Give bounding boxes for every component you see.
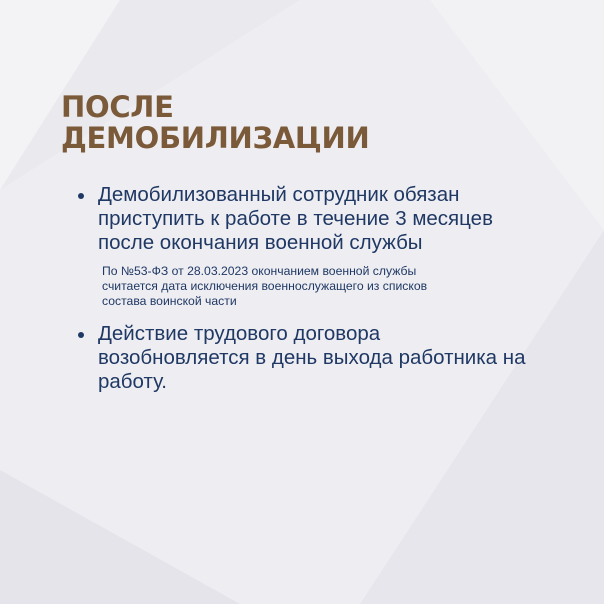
bullet-dot-icon	[78, 332, 84, 338]
bullet-text-2	[98, 322, 568, 394]
footnote-line-2: считается дата исключения военнослужащего из списков	[102, 279, 428, 293]
bullet-dot-icon	[78, 193, 84, 199]
footnote-line-1: По №53-ФЗ от 28.03.2023 окончанием военной службы	[102, 264, 417, 278]
page-title	[61, 92, 369, 154]
bullet-1-line-2: приступить к работе в течение 3 месяцев	[98, 207, 493, 230]
bullet-2-line-3: работу.	[98, 370, 168, 393]
title-line-2: ДЕМОБИЛИЗАЦИИ	[61, 121, 370, 155]
bullet-2-line-2: возобновляется в день выхода работника на	[98, 346, 526, 369]
footnote	[102, 264, 552, 309]
bullet-1-line-3: после окончания военной службы	[98, 231, 423, 254]
title-line-1: ПОСЛЕ	[61, 90, 174, 124]
bullet-2-line-1: Действие трудового договора	[98, 322, 381, 345]
bullet-1-line-1: Демобилизованный сотрудник обязан	[98, 183, 460, 206]
bullet-text-1	[98, 183, 568, 255]
footnote-line-3: состава воинской части	[102, 294, 237, 308]
